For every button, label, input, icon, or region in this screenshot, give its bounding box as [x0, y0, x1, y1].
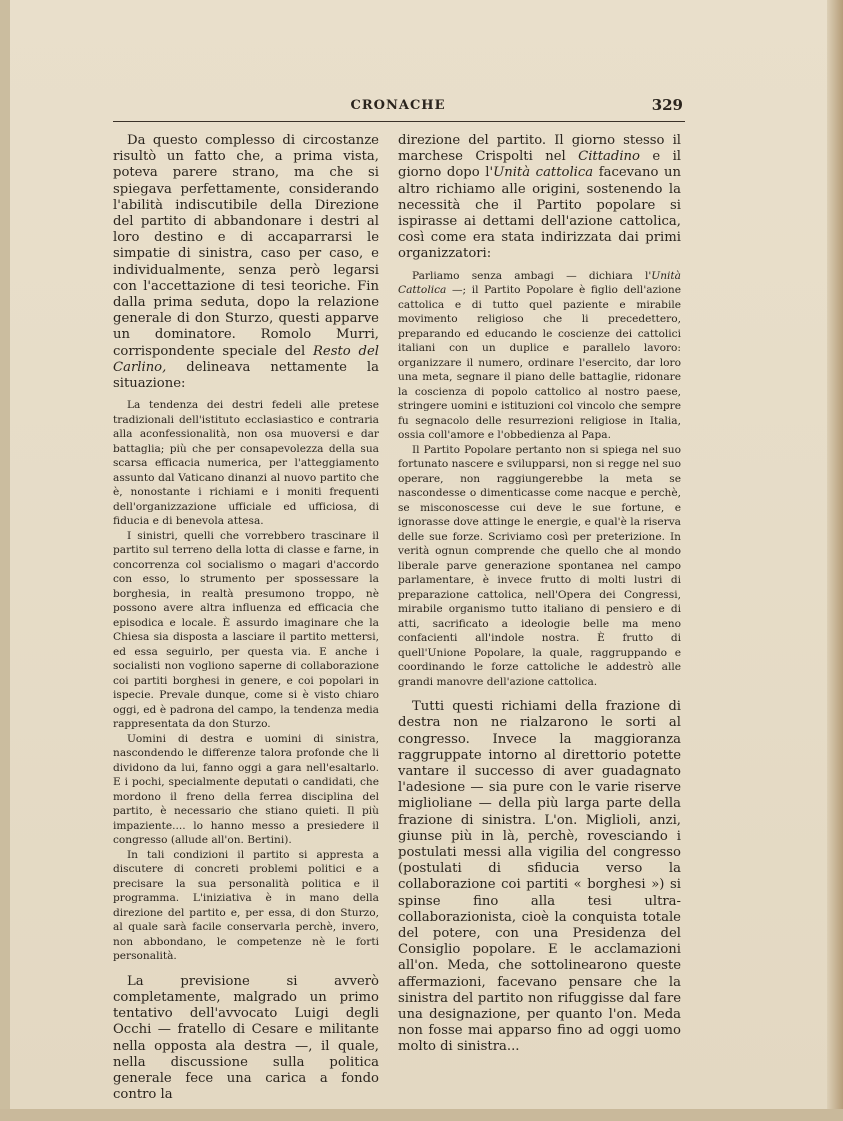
paragraph: La previsione si avverò completamente, malgrado un primo tentativo dell'avvocato Luigi degli Occhi — fratello di Cesare e militante nella opposta ala destra —, il quale, nella discussione sulla politica generale fece una carica a fondo contro la [113, 973, 379, 1103]
text-span: —; il Partito Popolare è figlio dell'azione cattolica e di tutto quel paziente e mirabile movimento religioso che li precedettero, preparando ed educando le coscienze dei cattolici italiani con un duplice e parallelo lavoro: organizzare il numero, ordinare l'esercito, dar loro una meta, segnare il piano delle battaglie, ridonare la coscienza di popolo cattolico al nostro paese, stringere uomini e istituzioni col vincolo che sempre fu segnacolo delle resurrezioni religiose in Italia, ossia coll'amore e l'obbedienza al Papa. [398, 284, 681, 442]
right-column [398, 133, 681, 1056]
italic-title: Resto del Carlino, [113, 343, 379, 375]
text-span: Parliamo senza ambagi — dichiara l' [412, 269, 652, 282]
quote-paragraph: I sinistri, quelli che vorrebbero trascinare il partito sul terreno della lotta di classe e farne, in concorrenza col socialismo o magari d'accordo con esso, lo strumento per spossessare la borghesia, in realtà presumono troppo, nè possono avere altra influenza ed efficacia che episodica e locale. È assurdo imaginare che la Chiesa sia disposta a lasciare il partito mettersi, ed essa seguirlo, per questa via. E anche i socialisti non vogliono saperne di collaborazione coi partiti borghesi in genere, e coi popolari in ispecie. Prevale dunque, come si è visto chiaro oggi, ed è padrona del campo, la tendenza media rappresentata da don Sturzo. [113, 529, 379, 731]
text-span: facevano un altro richiamo alle origini, sostenendo la necessità che il Partito popolare si ispirasse ai dettami dell'azione cattolica, così come era stata indirizzata dai primi organizzatori: [398, 165, 681, 262]
quote-paragraph: La tendenza dei destri fedeli alle pretese tradizionali dell'istituto ecclasiastico e contraria alla aconfessionalità, non osa muoversi e dar battaglia; più che per consapevolezza della sua scarsa efficacia numerica, per l'atteggiamento assunto dal Vaticano dinanzi al nuovo partito che è, nonostante i richiami e i moniti frequenti dell'organizzazione ufficiale ed ufficiosa, di fiducia e di benevola attesa. [113, 399, 379, 528]
italic-title: Cittadino [578, 149, 640, 165]
quote-paragraph: In tali condizioni il partito si appresta a discutere di concreti problemi politici e a precisare la sua personalità politica e il programma. L'iniziativa è in mano della direzione del partito e, per essa, di don Sturzo, al quale sarà facile conservarla perchè, invero, non abbondano, le competenze nè le forti personalità. [113, 848, 379, 963]
paragraph [113, 133, 379, 392]
page-edge-left [0, 0, 10, 1121]
page-header [113, 98, 683, 120]
text-span: e il giorno dopo l' [398, 149, 682, 181]
text-span: Da questo complesso di circostanze risultò un fatto che, a prima vista, poteva parere strano, ma che si spiegava perfettamente, considerando l'abilità indiscutibile della Direzione del partito di abbandonare i destri al loro destino e di accaparrarsi le simpatie di sinistra, caso per caso, e individualmente, senza però legarsi con l'accettazione di tesi teoriche. Fin dalla prima seduta, dopo la relazione generale di don Sturzo, questi apparve un dominatore. Romolo Murri, corrispondente speciale del [113, 133, 379, 359]
text-span: delineava nettamente la situazione: [113, 359, 379, 392]
paragraph: Tutti questi richiami della frazione di destra non ne rialzarono le sorti al congresso. Invece la maggioranza raggruppate intorno al direttorio potette vantare il successo di aver guadagnato l'adesione — sia pure con le varie riserve miglioliane — della più larga parte della frazione di sinistra. L'on. Miglioli, anzi, giunse più in là, perchè, rovesciando i postulati messi alla vigilia del congresso (postulati di sfiducia verso la collaborazione coi partiti « borghesi ») si spinse fino alla tesi ultra-collaborazionista, cioè la conquista totale del potere, con una Presidenza del Consiglio popolare. E le acclamazioni all'on. Meda, che sottolinearono queste affermazioni, facevano pensare che la sinistra del partito non rifuggisse dal fare una designazione, per quanto l'on. Meda non fosse mai apparso fino ad oggi uomo molto di sinistra... [398, 699, 681, 1055]
paragraph [398, 133, 681, 263]
italic-title: Unità cattolica [493, 165, 594, 181]
page-edge-bottom [0, 1109, 843, 1121]
italic-title: Unità Cattolica [398, 269, 681, 297]
running-head: CRONACHE [350, 98, 446, 113]
header-rule [113, 121, 685, 122]
quote-paragraph: Il Partito Popolare pertanto non si spiega nel suo fortunato nascere e svilupparsi, non si regge nel suo operare, non raggiungerebbe la meta se nascondesse o dimenticasse come nacque e perchè, se misconoscesse cui deve le sue fortune, e ignorasse dove attinge le energie, e qual'è la riserva delle sue forze. Scriviamo così per preterizione. In verità ognun comprende che quello che al mondo liberale parve generazione spontanea nel campo parlamentare, è invece frutto di molti lustri di preparazione cattolica, nell'Opera dei Congressi, mirabile organismo tutto italiano di pensiero e di atti, sacrificato a ideologie belle ma meno confacienti all'indole nostra. È frutto di quell'Unione Popolare, la quale, raggruppando e coordinando le forze cattoliche le addestrò alle grandi manovre dell'azione cattolica. [398, 443, 681, 688]
text-span: direzione del partito. Il giorno stesso il marchese Crispolti nel [398, 133, 681, 165]
quote-paragraph [398, 269, 681, 443]
quote-paragraph: Uomini di destra e uomini di sinistra, nascondendo le differenze talora profonde che li dividono da lui, fanno oggi a gara nell'esaltarlo. E i pochi, specialmente deputati o candidati, che mordono il freno della ferrea disciplina del partito, è necessario che stiano quieti. Il più impaziente.... lo hanno messo a presiedere il congresso (allude all'on. Bertini). [113, 732, 379, 847]
page-edge-right [827, 0, 843, 1121]
left-column [113, 133, 379, 1103]
page-number: 329 [651, 96, 683, 114]
